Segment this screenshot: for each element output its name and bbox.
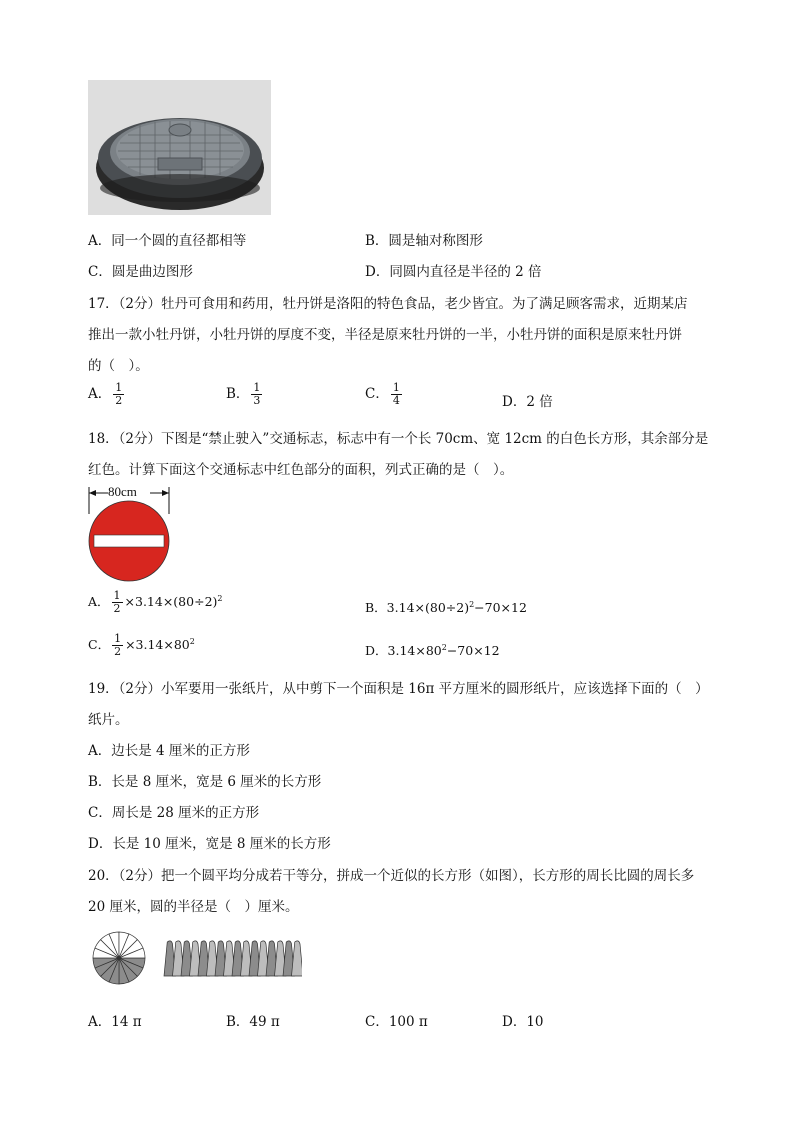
q18-option-c: C． $\frac{1}{2}$ $\times 3.14\times 80^2$ (88, 632, 195, 658)
fraction (391, 382, 402, 407)
q19-option-d: D．长是 10 厘米，宽是 8 厘米的长方形 (88, 836, 331, 852)
option-label: C． (88, 637, 111, 652)
q16-option-d: D．同圆内直径是半径的 2 倍 (365, 264, 542, 280)
q20-text-line2: 20 厘米，圆的半径是（ ）厘米。 (88, 899, 299, 915)
q18-option-b: B．$3.14\times(80\div 2)^2-70\times 12$ (365, 599, 527, 615)
q17-text-line3: 的（ ）。 (88, 358, 149, 374)
q17-option-b (226, 382, 264, 407)
rectangle-sector-strip (292, 941, 303, 976)
q17-text-line1: 17．（2分）牡丹可食用和药用，牡丹饼是洛阳的特色食品，老少皆宜。为了满足顾客需求，近期某店 (88, 296, 688, 312)
option-label: A． (88, 386, 112, 402)
fraction-numerator: 1 (115, 381, 123, 394)
q20-option-a: A．14 π (88, 1014, 142, 1030)
q17-text-line2: 推出一款小牡丹饼，小牡丹饼的厚度不变，半径是原来牡丹饼的一半，小牡丹饼的面积是原来牡丹饼 (88, 327, 682, 343)
fraction (113, 382, 124, 407)
q16-option-a: A．同一个圆的直径都相等 (88, 233, 247, 249)
q19-option-c: C．周长是 28 厘米的正方形 (88, 805, 260, 821)
q17-option-a (88, 382, 126, 407)
option-label: A． (88, 594, 110, 609)
q20-option-c: C．100 π (365, 1014, 428, 1030)
fraction-denominator: 2 (115, 394, 123, 407)
no-entry-sign-figure (86, 484, 172, 582)
q20-option-d: D．10 (502, 1014, 544, 1030)
q19-option-b: B．长是 8 厘米，宽是 6 厘米的长方形 (88, 774, 322, 790)
sign-white-bar (94, 535, 164, 547)
fraction-numerator: 1 (392, 381, 400, 394)
q18-option-a: A． $\frac{1}{2}$ $\times 3.14\times(80\div 2)^2$ (88, 589, 223, 615)
q19-text-line1: 19．（2分）小军要用一张纸片，从中剪下一个面积是 16π 平方厘米的圆形纸片，应该选择下面的（ ） (88, 681, 709, 697)
option-label: C． (365, 386, 389, 402)
q20-text-line1: 20．（2分）把一个圆平均分成若干等分，拼成一个近似的长方形（如图），长方形的周长比圆的周长多 (88, 868, 695, 884)
q18-text-line1: 18．（2分）下图是“禁止驶入”交通标志，标志中有一个长 70cm、宽 12cm 的白色长方形，其余部分是 (88, 431, 709, 447)
q16-option-b: B．圆是轴对称图形 (365, 233, 483, 249)
option-label: B． (226, 386, 250, 402)
circle-rearrangement-figure (92, 928, 302, 988)
q17-option-d: D．2 倍 (502, 394, 553, 410)
q17-option-c (365, 382, 404, 407)
q18-text-line2: 红色。计算下面这个交通标志中红色部分的面积，列式正确的是（ ）。 (88, 462, 514, 478)
manhole-cover-image (88, 80, 271, 215)
q16-option-c: C．圆是曲边图形 (88, 264, 193, 280)
fraction (251, 382, 262, 407)
fraction-denominator: 3 (253, 394, 261, 407)
q20-option-b: B．49 π (226, 1014, 280, 1030)
fraction: $\frac{1}{2}$ (114, 632, 122, 658)
sign-width-label: 80cm (108, 484, 137, 499)
q18-option-d: D．$3.14\times 80^2-70\times 12$ (365, 642, 500, 658)
fraction-denominator: 4 (392, 394, 400, 407)
q19-option-a: A．边长是 4 厘米的正方形 (88, 743, 250, 759)
fraction: $\frac{1}{2}$ (113, 589, 121, 615)
q19-text-line2: 纸片。 (88, 712, 129, 728)
fraction-numerator: 1 (253, 381, 261, 394)
